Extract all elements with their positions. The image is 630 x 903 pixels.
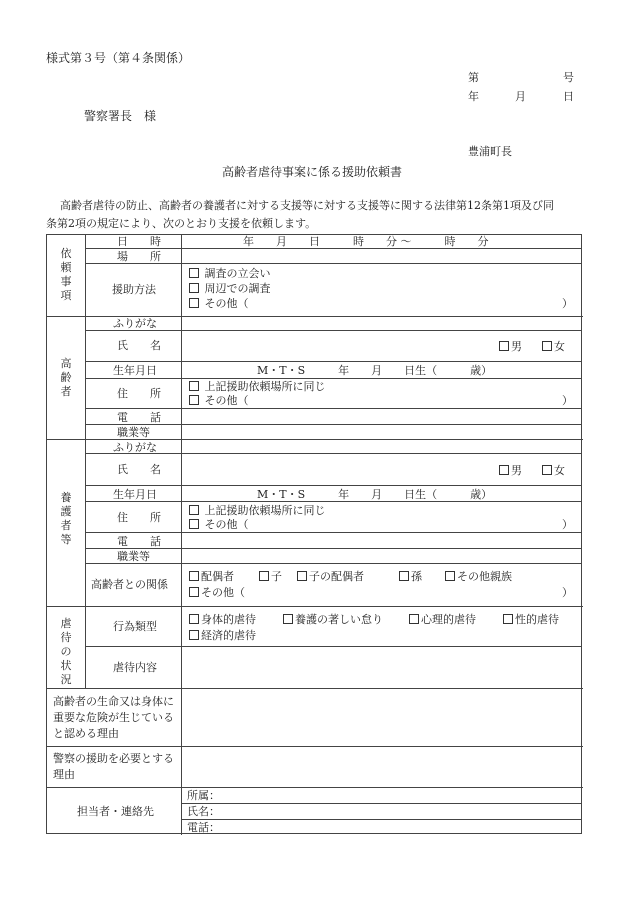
intro-line-1: 高齢者虐待の防止、高齢者の養護者に対する支援等に対する支援等に関する法律第12条第1項及び同 xyxy=(60,199,554,212)
doc-number-prefix: 第 xyxy=(468,71,479,84)
checkbox-icon[interactable] xyxy=(445,571,455,581)
method-option-1[interactable]: 調査の立会い xyxy=(189,268,271,279)
abuse-type-psychological[interactable]: 心理的虐待 xyxy=(409,614,476,625)
checkbox-icon[interactable] xyxy=(189,505,199,515)
addressee: 警察署長 様 xyxy=(84,109,157,123)
method-option-3[interactable]: その他（ xyxy=(189,298,249,309)
danger-reason-label: 高齢者の生命又は身体に重要な危険が生じていると認める理由 xyxy=(53,695,174,740)
abuse-section-label: 虐待の状況 xyxy=(60,617,72,686)
date-year: 年 xyxy=(468,90,479,103)
abuse-content-label: 虐待内容 xyxy=(113,661,157,674)
abuse-type-label: 行為類型 xyxy=(113,620,157,633)
relation-option-child[interactable]: 子 xyxy=(259,571,282,582)
elder-birth-value[interactable]: M・T・S 年 月 日生（ 歳） xyxy=(257,364,493,377)
abuse-type-sexual[interactable]: 性的虐待 xyxy=(503,614,559,625)
relation-option-other[interactable]: その他（ xyxy=(189,587,245,598)
checkbox-icon[interactable] xyxy=(189,614,199,624)
checkbox-icon[interactable] xyxy=(409,614,419,624)
datetime-value[interactable]: 年 月 日 時 分 ～ 時 分 xyxy=(243,235,489,248)
checkbox-icon[interactable] xyxy=(399,571,409,581)
checkbox-icon[interactable] xyxy=(189,283,199,293)
elder-address-label: 住 所 xyxy=(117,387,161,400)
place-label: 場 所 xyxy=(117,250,161,263)
page-title: 高齢者虐待事案に係る援助依頼書 xyxy=(222,165,403,179)
checkbox-icon[interactable] xyxy=(259,571,269,581)
elder-address-close-paren: ） xyxy=(562,394,573,407)
method-label: 援助方法 xyxy=(112,283,156,296)
elder-job-label: 職業等 xyxy=(117,426,150,439)
checkbox-icon[interactable] xyxy=(189,395,199,405)
abuse-type-physical[interactable]: 身体的虐待 xyxy=(189,614,256,625)
caregiver-address-option-1[interactable]: 上記援助依頼場所に同じ xyxy=(189,505,326,516)
sender: 豊浦町長 xyxy=(468,145,512,158)
checkbox-icon[interactable] xyxy=(499,341,509,351)
checkbox-icon[interactable] xyxy=(542,465,552,475)
relation-option-spouse[interactable]: 配偶者 xyxy=(189,571,234,582)
date-month: 月 xyxy=(515,90,526,103)
relation-option-child-spouse[interactable]: 子の配偶者 xyxy=(297,571,364,582)
method-option-2[interactable]: 周辺での調査 xyxy=(189,283,271,294)
checkbox-icon[interactable] xyxy=(189,571,199,581)
caregiver-address-label: 住 所 xyxy=(117,511,161,524)
checkbox-icon[interactable] xyxy=(499,465,509,475)
caregiver-address-option-2[interactable]: その他（ xyxy=(189,519,249,530)
contact-phone[interactable]: 電話： xyxy=(187,821,220,834)
contact-name[interactable]: 氏名： xyxy=(187,805,220,818)
caregiver-address-close-paren: ） xyxy=(562,518,573,531)
checkbox-icon[interactable] xyxy=(189,298,199,308)
caregiver-name-label: 氏 名 xyxy=(117,463,161,476)
doc-number-suffix: 号 xyxy=(563,71,574,84)
checkbox-icon[interactable] xyxy=(189,268,199,278)
caregiver-job-label: 職業等 xyxy=(117,550,150,563)
abuse-type-neglect[interactable]: 養護の著しい怠り xyxy=(283,614,383,625)
caregiver-birth-label: 生年月日 xyxy=(113,488,157,501)
elder-address-option-1[interactable]: 上記援助依頼場所に同じ xyxy=(189,381,326,392)
checkbox-icon[interactable] xyxy=(503,614,513,624)
checkbox-icon[interactable] xyxy=(189,587,199,597)
checkbox-icon[interactable] xyxy=(189,381,199,391)
elder-section-label: 高齢者 xyxy=(60,357,72,398)
caregiver-birth-value[interactable]: M・T・S 年 月 日生（ 歳） xyxy=(257,488,493,501)
checkbox-icon[interactable] xyxy=(189,630,199,640)
elder-name-label: 氏 名 xyxy=(117,339,161,352)
checkbox-icon[interactable] xyxy=(189,519,199,529)
form-number: 様式第３号（第４条関係） xyxy=(46,51,191,65)
elder-address-option-2[interactable]: その他（ xyxy=(189,395,249,406)
elder-furigana-label: ふりがな xyxy=(113,317,157,330)
caregiver-furigana-label: ふりがな xyxy=(113,441,157,454)
elder-female-option[interactable]: 女 xyxy=(542,341,565,352)
relation-close-paren: ） xyxy=(562,586,573,599)
relation-label: 高齢者との関係 xyxy=(91,578,168,591)
elder-phone-label: 電 話 xyxy=(117,411,161,424)
datetime-label: 日 時 xyxy=(117,235,161,248)
checkbox-icon[interactable] xyxy=(542,341,552,351)
caregiver-section-label: 養護者等 xyxy=(60,491,72,546)
elder-male-option[interactable]: 男 xyxy=(499,341,522,352)
checkbox-icon[interactable] xyxy=(283,614,293,624)
caregiver-male-option[interactable]: 男 xyxy=(499,465,522,476)
caregiver-female-option[interactable]: 女 xyxy=(542,465,565,476)
intro-line-2: 条第2項の規定により、次のとおり支援を依頼します。 xyxy=(46,217,317,230)
relation-option-grandchild[interactable]: 孫 xyxy=(399,571,422,582)
date-day: 日 xyxy=(563,90,574,103)
abuse-type-financial[interactable]: 経済的虐待 xyxy=(189,630,256,641)
relation-option-other-family[interactable]: その他親族 xyxy=(445,571,512,582)
contact-label: 担当者・連絡先 xyxy=(77,805,154,818)
caregiver-phone-label: 電 話 xyxy=(117,535,161,548)
checkbox-icon[interactable] xyxy=(297,571,307,581)
contact-dept[interactable]: 所属： xyxy=(187,789,220,802)
request-form xyxy=(46,234,582,834)
method-close-paren: ） xyxy=(562,297,573,310)
request-section-label: 依頼事項 xyxy=(60,247,72,302)
police-reason-label: 警察の援助を必要とする理由 xyxy=(53,752,174,781)
elder-birth-label: 生年月日 xyxy=(113,364,157,377)
